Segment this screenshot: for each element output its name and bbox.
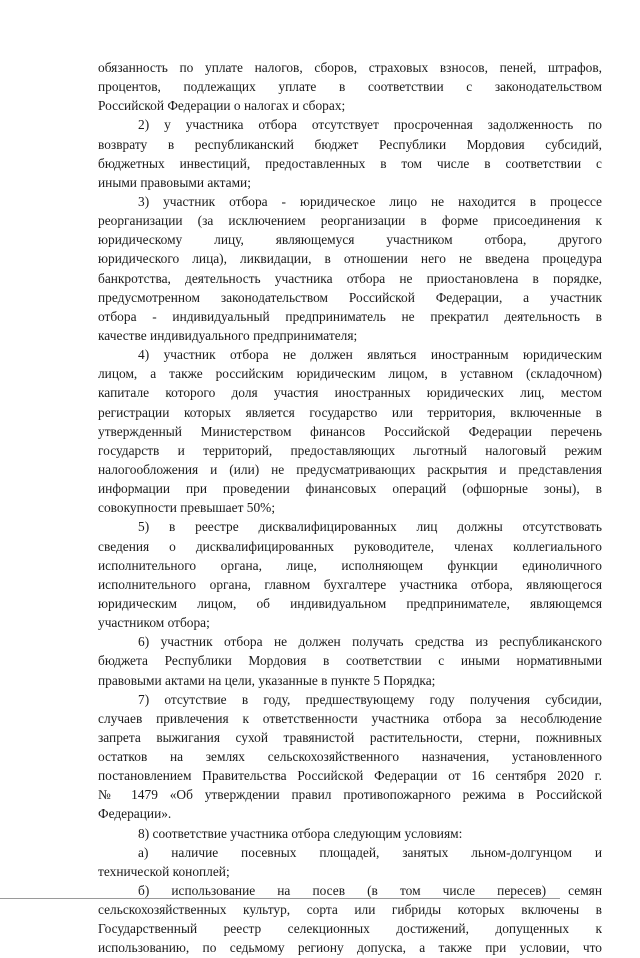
text-line: лицом, а также российским юридическим лицом, в уставном (складочном)	[98, 366, 602, 382]
text-line: 2) у участника отбора отсутствует просроченная задолженность по	[138, 117, 602, 133]
text-line: юридическим лицом, об индивидуальном предпринимателе, являющемся	[98, 595, 602, 611]
text-line: № 1479 «Об утверждении правил противопожарного режима в Российской	[98, 787, 602, 803]
text-line: информации при проведении финансовых операций (офшорные зоны), в	[98, 481, 602, 497]
text-line: государств и территорий, предоставляющих льготный налоговый режим	[98, 442, 602, 458]
text-line: юридическому лицу, являющемуся участником отбора, другого	[98, 232, 602, 248]
text-line: капитале которого доля участия иностранных юридических лиц, местом	[98, 385, 602, 401]
text-line: совокупности превышает 50%;	[98, 500, 276, 516]
text-line: налогообложения и (или) не предусматривающих раскрытия и представления	[98, 461, 602, 477]
text-line: 8) соответствие участника отбора следующим условиям:	[138, 825, 463, 841]
text-line: качестве индивидуального предпринимателя;	[98, 327, 358, 343]
text-line: сельскохозяйственных культур, сорта или гибриды которых включены в	[98, 902, 602, 918]
text-line: бюджета Республики Мордовия в соответствии с иными нормативными	[98, 653, 602, 669]
text-line: 5) в реестре дисквалифицированных лиц должны отсутствовать	[138, 519, 602, 535]
text-line: отбора - индивидуальный предприниматель не прекратил деятельность в	[98, 308, 602, 324]
text-line: 4) участник отбора не должен являться иностранным юридическим	[138, 347, 602, 363]
text-line: Государственный реестр селекционных достижений, допущенных к	[98, 921, 602, 937]
text-line: Российской Федерации о налогах и сборах;	[98, 98, 346, 114]
text-line: сведения о дисквалифицированных руководителе, членах коллегиального	[98, 538, 602, 554]
text-line: исполнительного органа, лице, исполняющем функции единоличного	[98, 557, 602, 573]
text-line: постановлением Правительства Российской Федерации от 16 сентября 2020 г.	[98, 768, 602, 784]
text-line: запрета выжигания сухой травянистой растительности, стерни, пожнивных	[98, 729, 602, 745]
text-line: возврату в республиканский бюджет Республики Мордовия субсидий,	[98, 136, 602, 152]
text-line: утвержденный Министерством финансов Российской Федерации перечень	[98, 423, 602, 439]
text-line: реорганизации (за исключением реорганизации в форме присоединения к	[98, 213, 602, 229]
text-line: исполнительного органа, главном бухгалтере участника отбора, являющегося	[98, 576, 602, 592]
text-line: а) наличие посевных площадей, занятых льном-долгунцом и	[138, 844, 602, 860]
text-line: процентов, подлежащих уплате в соответствии с законодательством	[98, 79, 602, 95]
text-line: предусмотренном законодательством Российской Федерации, а участник	[98, 289, 602, 305]
text-line: случаев привлечения к ответственности участника отбора за несоблюдение	[98, 710, 602, 726]
text-line: банкротства, деятельность участника отбора не приостановлена в порядке,	[98, 270, 602, 286]
text-line: 3) участник отбора - юридическое лицо не находится в процессе	[138, 193, 602, 209]
text-line: 6) участник отбора не должен получать средства из республиканского	[138, 634, 602, 650]
text-line: правовыми актами на цели, указанные в пункте 5 Порядка;	[98, 672, 436, 688]
text-line: Федерации».	[98, 806, 172, 822]
text-line: технической коноплей;	[98, 863, 230, 879]
text-line: юридического лица), ликвидации, в отношении него не введена процедура	[98, 251, 602, 267]
text-line: б) использование на посев (в том числе пересев) семян	[138, 883, 602, 899]
page-footer-rule	[0, 898, 560, 899]
text-line: бюджетных инвестиций, предоставленных в том числе в соответствии с	[98, 155, 602, 171]
text-line: регистрации которых является государство или территория, включенные в	[98, 404, 602, 420]
text-line: использованию, по седьмому региону допуска, а также при условии, что	[98, 940, 602, 956]
document-body	[98, 58, 602, 958]
text-line: остатков на землях сельскохозяйственного назначения, установленного	[98, 749, 602, 765]
text-line: иными правовыми актами;	[98, 174, 251, 190]
text-line: обязанность по уплате налогов, сборов, страховых взносов, пеней, штрафов,	[98, 60, 602, 75]
text-line: участником отбора;	[98, 615, 210, 631]
text-line: 7) отсутствие в году, предшествующему году получения субсидии,	[138, 691, 602, 707]
